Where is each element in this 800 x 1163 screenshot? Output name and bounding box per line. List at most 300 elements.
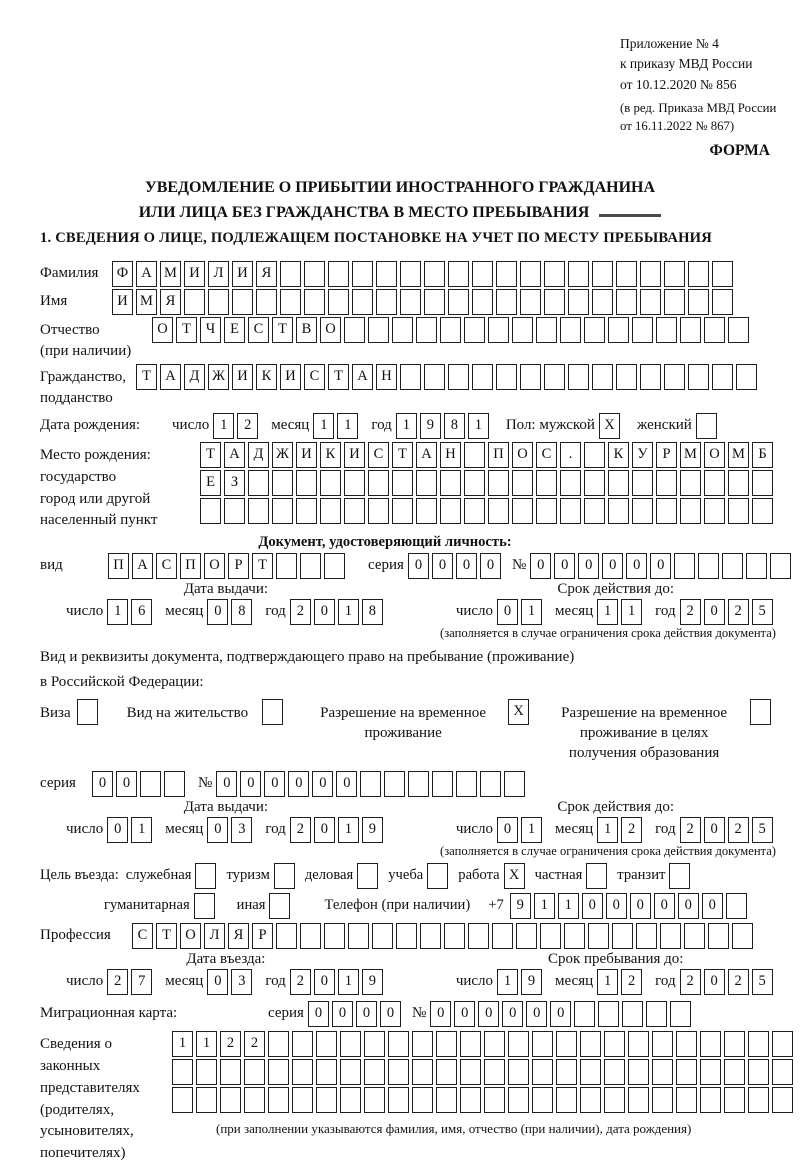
char-cell[interactable] <box>708 923 729 949</box>
char-cell[interactable]: 1 <box>597 599 618 625</box>
char-cell[interactable] <box>636 923 657 949</box>
char-cell[interactable] <box>616 261 637 287</box>
char-cell[interactable]: Т <box>156 923 177 949</box>
char-cell[interactable] <box>384 771 405 797</box>
char-cell[interactable] <box>560 317 581 343</box>
char-cell[interactable] <box>416 317 437 343</box>
char-cell[interactable]: Я <box>160 289 181 315</box>
char-cell[interactable]: 0 <box>582 893 603 919</box>
char-cell[interactable] <box>440 317 461 343</box>
char-cell[interactable] <box>520 261 541 287</box>
char-cell[interactable] <box>516 923 537 949</box>
char-cell[interactable] <box>316 1087 337 1113</box>
residence-number-cells[interactable] <box>216 771 528 797</box>
char-cell[interactable] <box>412 1059 433 1085</box>
char-cell[interactable] <box>770 553 791 579</box>
char-cell[interactable]: В <box>296 317 317 343</box>
char-cell[interactable] <box>676 1087 697 1113</box>
char-cell[interactable] <box>580 1031 601 1057</box>
char-cell[interactable] <box>704 498 725 524</box>
char-cell[interactable] <box>684 923 705 949</box>
char-cell[interactable] <box>316 1031 337 1057</box>
char-cell[interactable]: 0 <box>356 1001 377 1027</box>
char-cell[interactable] <box>520 364 541 390</box>
char-cell[interactable]: X <box>508 699 529 725</box>
char-cell[interactable]: Т <box>272 317 293 343</box>
birth-place-row-2-cells[interactable] <box>200 470 776 496</box>
char-cell[interactable]: 0 <box>380 1001 401 1027</box>
surname-cells[interactable] <box>112 261 736 287</box>
char-cell[interactable] <box>484 1031 505 1057</box>
char-cell[interactable] <box>440 498 461 524</box>
char-cell[interactable]: 0 <box>308 1001 329 1027</box>
char-cell[interactable] <box>272 470 293 496</box>
char-cell[interactable] <box>664 289 685 315</box>
char-cell[interactable]: У <box>632 442 653 468</box>
identity-issued-month-cells[interactable] <box>207 599 255 625</box>
char-cell[interactable] <box>532 1059 553 1085</box>
char-cell[interactable] <box>544 364 565 390</box>
char-cell[interactable] <box>348 923 369 949</box>
char-cell[interactable] <box>584 317 605 343</box>
char-cell[interactable]: 1 <box>468 413 489 439</box>
char-cell[interactable] <box>352 261 373 287</box>
char-cell[interactable] <box>722 553 743 579</box>
char-cell[interactable] <box>628 1059 649 1085</box>
entry-year-cells[interactable] <box>290 969 386 995</box>
char-cell[interactable] <box>608 498 629 524</box>
char-cell[interactable] <box>400 289 421 315</box>
phone-cells[interactable] <box>510 893 750 919</box>
char-cell[interactable] <box>669 863 690 889</box>
char-cell[interactable] <box>520 289 541 315</box>
char-cell[interactable] <box>164 771 185 797</box>
char-cell[interactable] <box>512 317 533 343</box>
residence-issued-day-cells[interactable] <box>107 817 155 843</box>
char-cell[interactable]: Р <box>252 923 273 949</box>
char-cell[interactable]: 0 <box>92 771 113 797</box>
char-cell[interactable]: 0 <box>332 1001 353 1027</box>
char-cell[interactable]: 7 <box>131 969 152 995</box>
char-cell[interactable]: Ж <box>208 364 229 390</box>
char-cell[interactable] <box>704 470 725 496</box>
char-cell[interactable]: М <box>680 442 701 468</box>
char-cell[interactable] <box>268 1087 289 1113</box>
char-cell[interactable] <box>728 498 749 524</box>
char-cell[interactable] <box>248 498 269 524</box>
char-cell[interactable] <box>376 261 397 287</box>
char-cell[interactable] <box>724 1031 745 1057</box>
char-cell[interactable] <box>698 553 719 579</box>
char-cell[interactable]: Т <box>136 364 157 390</box>
char-cell[interactable] <box>564 923 585 949</box>
char-cell[interactable]: 1 <box>338 969 359 995</box>
char-cell[interactable] <box>688 261 709 287</box>
purpose-humanitarian-checkbox[interactable] <box>194 893 218 919</box>
char-cell[interactable]: А <box>160 364 181 390</box>
char-cell[interactable] <box>344 470 365 496</box>
char-cell[interactable] <box>700 1087 721 1113</box>
char-cell[interactable] <box>140 771 161 797</box>
char-cell[interactable] <box>588 923 609 949</box>
citizenship-cells[interactable] <box>136 364 760 390</box>
char-cell[interactable] <box>272 498 293 524</box>
study-residence-checkbox[interactable] <box>750 699 774 725</box>
char-cell[interactable]: 1 <box>338 817 359 843</box>
char-cell[interactable] <box>464 442 485 468</box>
char-cell[interactable] <box>456 771 477 797</box>
char-cell[interactable]: Л <box>208 261 229 287</box>
char-cell[interactable]: 2 <box>728 599 749 625</box>
char-cell[interactable] <box>598 1001 619 1027</box>
char-cell[interactable] <box>752 498 773 524</box>
char-cell[interactable]: 0 <box>314 969 335 995</box>
char-cell[interactable]: П <box>488 442 509 468</box>
char-cell[interactable] <box>364 1059 385 1085</box>
char-cell[interactable]: И <box>112 289 133 315</box>
char-cell[interactable]: 2 <box>728 969 749 995</box>
char-cell[interactable]: Т <box>392 442 413 468</box>
char-cell[interactable]: И <box>232 364 253 390</box>
char-cell[interactable] <box>244 1087 265 1113</box>
char-cell[interactable]: И <box>184 261 205 287</box>
char-cell[interactable]: Т <box>176 317 197 343</box>
char-cell[interactable]: 0 <box>678 893 699 919</box>
char-cell[interactable] <box>568 289 589 315</box>
char-cell[interactable] <box>556 1059 577 1085</box>
char-cell[interactable]: 8 <box>444 413 465 439</box>
char-cell[interactable] <box>472 289 493 315</box>
char-cell[interactable]: Я <box>256 261 277 287</box>
sex-female-checkbox[interactable] <box>696 413 720 439</box>
char-cell[interactable] <box>536 317 557 343</box>
char-cell[interactable] <box>392 498 413 524</box>
char-cell[interactable] <box>508 1059 529 1085</box>
char-cell[interactable]: 9 <box>521 969 542 995</box>
char-cell[interactable] <box>412 1087 433 1113</box>
char-cell[interactable] <box>724 1059 745 1085</box>
char-cell[interactable]: 0 <box>408 553 429 579</box>
char-cell[interactable] <box>432 771 453 797</box>
char-cell[interactable]: К <box>256 364 277 390</box>
char-cell[interactable] <box>300 553 321 579</box>
char-cell[interactable] <box>360 771 381 797</box>
char-cell[interactable]: 2 <box>244 1031 265 1057</box>
char-cell[interactable] <box>574 1001 595 1027</box>
birth-place-row-3-cells[interactable] <box>200 498 776 524</box>
char-cell[interactable] <box>604 1087 625 1113</box>
char-cell[interactable]: 0 <box>314 599 335 625</box>
char-cell[interactable] <box>344 317 365 343</box>
char-cell[interactable]: 0 <box>704 599 725 625</box>
char-cell[interactable]: 2 <box>290 969 311 995</box>
char-cell[interactable] <box>556 1087 577 1113</box>
char-cell[interactable]: 1 <box>196 1031 217 1057</box>
char-cell[interactable] <box>324 553 345 579</box>
char-cell[interactable]: О <box>180 923 201 949</box>
char-cell[interactable] <box>622 1001 643 1027</box>
char-cell[interactable]: 0 <box>336 771 357 797</box>
char-cell[interactable]: 0 <box>554 553 575 579</box>
char-cell[interactable] <box>424 261 445 287</box>
char-cell[interactable] <box>184 289 205 315</box>
char-cell[interactable]: 0 <box>704 817 725 843</box>
char-cell[interactable] <box>712 364 733 390</box>
char-cell[interactable] <box>416 498 437 524</box>
char-cell[interactable]: 0 <box>650 553 671 579</box>
char-cell[interactable]: 2 <box>290 599 311 625</box>
char-cell[interactable] <box>712 289 733 315</box>
char-cell[interactable]: Т <box>252 553 273 579</box>
char-cell[interactable]: С <box>368 442 389 468</box>
char-cell[interactable] <box>696 413 717 439</box>
char-cell[interactable] <box>616 289 637 315</box>
char-cell[interactable] <box>512 470 533 496</box>
char-cell[interactable] <box>440 470 461 496</box>
char-cell[interactable] <box>484 1087 505 1113</box>
char-cell[interactable]: X <box>599 413 620 439</box>
char-cell[interactable] <box>276 923 297 949</box>
char-cell[interactable] <box>748 1031 769 1057</box>
char-cell[interactable]: Е <box>224 317 245 343</box>
patronymic-cells[interactable] <box>152 317 752 343</box>
char-cell[interactable] <box>580 1087 601 1113</box>
profession-cells[interactable] <box>132 923 756 949</box>
purpose-transit-checkbox[interactable] <box>669 863 693 889</box>
birth-place-row-1-cells[interactable] <box>200 442 776 468</box>
char-cell[interactable]: Р <box>656 442 677 468</box>
char-cell[interactable]: 1 <box>597 817 618 843</box>
char-cell[interactable] <box>436 1031 457 1057</box>
char-cell[interactable]: Н <box>440 442 461 468</box>
char-cell[interactable] <box>640 261 661 287</box>
char-cell[interactable] <box>616 364 637 390</box>
char-cell[interactable] <box>304 261 325 287</box>
char-cell[interactable]: Р <box>228 553 249 579</box>
char-cell[interactable] <box>468 923 489 949</box>
char-cell[interactable] <box>632 317 653 343</box>
sex-male-checkbox[interactable] <box>599 413 623 439</box>
char-cell[interactable] <box>244 1059 265 1085</box>
char-cell[interactable]: 0 <box>207 817 228 843</box>
char-cell[interactable]: 1 <box>396 413 417 439</box>
purpose-work-checkbox[interactable] <box>504 863 528 889</box>
char-cell[interactable]: 0 <box>530 553 551 579</box>
char-cell[interactable] <box>676 1031 697 1057</box>
char-cell[interactable] <box>726 893 747 919</box>
char-cell[interactable] <box>77 699 98 725</box>
char-cell[interactable] <box>269 893 290 919</box>
char-cell[interactable] <box>592 289 613 315</box>
char-cell[interactable]: С <box>536 442 557 468</box>
char-cell[interactable]: 1 <box>213 413 234 439</box>
char-cell[interactable] <box>340 1059 361 1085</box>
char-cell[interactable] <box>436 1059 457 1085</box>
char-cell[interactable]: С <box>132 923 153 949</box>
char-cell[interactable] <box>712 261 733 287</box>
char-cell[interactable] <box>748 1059 769 1085</box>
char-cell[interactable]: Ф <box>112 261 133 287</box>
char-cell[interactable] <box>328 261 349 287</box>
char-cell[interactable] <box>680 470 701 496</box>
char-cell[interactable] <box>496 289 517 315</box>
char-cell[interactable]: Т <box>328 364 349 390</box>
char-cell[interactable] <box>472 364 493 390</box>
char-cell[interactable] <box>200 498 221 524</box>
char-cell[interactable] <box>664 261 685 287</box>
char-cell[interactable]: 0 <box>107 817 128 843</box>
char-cell[interactable]: К <box>608 442 629 468</box>
char-cell[interactable] <box>388 1059 409 1085</box>
char-cell[interactable]: 1 <box>497 969 518 995</box>
char-cell[interactable] <box>388 1087 409 1113</box>
char-cell[interactable] <box>364 1031 385 1057</box>
identity-kind-cells[interactable] <box>108 553 348 579</box>
char-cell[interactable]: 1 <box>621 599 642 625</box>
char-cell[interactable] <box>300 923 321 949</box>
char-cell[interactable]: . <box>560 442 581 468</box>
char-cell[interactable] <box>400 261 421 287</box>
char-cell[interactable] <box>268 1059 289 1085</box>
char-cell[interactable]: 0 <box>314 817 335 843</box>
char-cell[interactable] <box>664 364 685 390</box>
char-cell[interactable] <box>194 893 215 919</box>
char-cell[interactable] <box>448 289 469 315</box>
char-cell[interactable] <box>496 261 517 287</box>
char-cell[interactable] <box>732 923 753 949</box>
char-cell[interactable]: И <box>232 261 253 287</box>
char-cell[interactable] <box>568 261 589 287</box>
representatives-row-2-cells[interactable] <box>172 1059 796 1085</box>
char-cell[interactable]: 0 <box>264 771 285 797</box>
char-cell[interactable]: 0 <box>216 771 237 797</box>
char-cell[interactable]: А <box>224 442 245 468</box>
char-cell[interactable] <box>532 1031 553 1057</box>
char-cell[interactable]: О <box>320 317 341 343</box>
char-cell[interactable]: И <box>344 442 365 468</box>
char-cell[interactable]: О <box>704 442 725 468</box>
identity-issued-day-cells[interactable] <box>107 599 155 625</box>
char-cell[interactable] <box>488 498 509 524</box>
char-cell[interactable] <box>220 1059 241 1085</box>
char-cell[interactable] <box>496 364 517 390</box>
char-cell[interactable] <box>652 1059 673 1085</box>
char-cell[interactable] <box>376 289 397 315</box>
residence-issued-year-cells[interactable] <box>290 817 386 843</box>
char-cell[interactable] <box>408 771 429 797</box>
char-cell[interactable]: 1 <box>338 599 359 625</box>
char-cell[interactable]: Б <box>752 442 773 468</box>
char-cell[interactable]: 0 <box>602 553 623 579</box>
char-cell[interactable] <box>488 317 509 343</box>
char-cell[interactable]: Я <box>228 923 249 949</box>
temp-residence-checkbox[interactable] <box>508 699 532 725</box>
char-cell[interactable]: 1 <box>313 413 334 439</box>
char-cell[interactable] <box>196 1059 217 1085</box>
char-cell[interactable]: М <box>136 289 157 315</box>
char-cell[interactable] <box>512 498 533 524</box>
char-cell[interactable] <box>280 289 301 315</box>
birth-day-cells[interactable] <box>213 413 261 439</box>
char-cell[interactable]: 8 <box>362 599 383 625</box>
char-cell[interactable]: 1 <box>131 817 152 843</box>
birth-month-cells[interactable] <box>313 413 361 439</box>
char-cell[interactable]: О <box>512 442 533 468</box>
char-cell[interactable]: 5 <box>752 599 773 625</box>
char-cell[interactable]: 9 <box>362 817 383 843</box>
purpose-study-checkbox[interactable] <box>427 863 451 889</box>
char-cell[interactable] <box>436 1087 457 1113</box>
char-cell[interactable]: 2 <box>680 599 701 625</box>
char-cell[interactable] <box>772 1087 793 1113</box>
firstname-cells[interactable] <box>112 289 736 315</box>
char-cell[interactable] <box>580 1059 601 1085</box>
char-cell[interactable] <box>592 261 613 287</box>
char-cell[interactable] <box>304 289 325 315</box>
char-cell[interactable]: 0 <box>240 771 261 797</box>
representatives-row-1-cells[interactable] <box>172 1031 796 1057</box>
char-cell[interactable]: 0 <box>497 599 518 625</box>
char-cell[interactable]: П <box>108 553 129 579</box>
char-cell[interactable]: 1 <box>558 893 579 919</box>
char-cell[interactable] <box>700 1059 721 1085</box>
char-cell[interactable] <box>704 317 725 343</box>
char-cell[interactable] <box>592 364 613 390</box>
char-cell[interactable] <box>464 470 485 496</box>
char-cell[interactable] <box>460 1059 481 1085</box>
char-cell[interactable]: А <box>416 442 437 468</box>
char-cell[interactable]: Л <box>204 923 225 949</box>
char-cell[interactable]: С <box>248 317 269 343</box>
char-cell[interactable] <box>688 289 709 315</box>
char-cell[interactable] <box>368 317 389 343</box>
char-cell[interactable] <box>460 1087 481 1113</box>
char-cell[interactable]: 0 <box>116 771 137 797</box>
char-cell[interactable]: Д <box>248 442 269 468</box>
char-cell[interactable] <box>416 470 437 496</box>
residence-expires-month-cells[interactable] <box>597 817 645 843</box>
char-cell[interactable]: 2 <box>107 969 128 995</box>
char-cell[interactable]: 9 <box>420 413 441 439</box>
char-cell[interactable]: 0 <box>288 771 309 797</box>
char-cell[interactable] <box>640 289 661 315</box>
purpose-other-checkbox[interactable] <box>269 893 293 919</box>
char-cell[interactable] <box>388 1031 409 1057</box>
char-cell[interactable]: 1 <box>107 599 128 625</box>
identity-number-cells[interactable] <box>530 553 794 579</box>
char-cell[interactable]: 2 <box>680 969 701 995</box>
identity-series-cells[interactable] <box>408 553 504 579</box>
char-cell[interactable]: 0 <box>550 1001 571 1027</box>
char-cell[interactable]: 6 <box>131 599 152 625</box>
char-cell[interactable] <box>392 470 413 496</box>
char-cell[interactable] <box>536 498 557 524</box>
char-cell[interactable] <box>632 498 653 524</box>
char-cell[interactable] <box>584 498 605 524</box>
char-cell[interactable] <box>472 261 493 287</box>
char-cell[interactable]: 1 <box>337 413 358 439</box>
char-cell[interactable] <box>604 1031 625 1057</box>
char-cell[interactable] <box>746 553 767 579</box>
char-cell[interactable]: 1 <box>534 893 555 919</box>
char-cell[interactable] <box>656 317 677 343</box>
char-cell[interactable] <box>357 863 378 889</box>
char-cell[interactable]: А <box>352 364 373 390</box>
char-cell[interactable]: 2 <box>621 817 642 843</box>
char-cell[interactable] <box>660 923 681 949</box>
char-cell[interactable] <box>368 498 389 524</box>
char-cell[interactable]: 9 <box>362 969 383 995</box>
